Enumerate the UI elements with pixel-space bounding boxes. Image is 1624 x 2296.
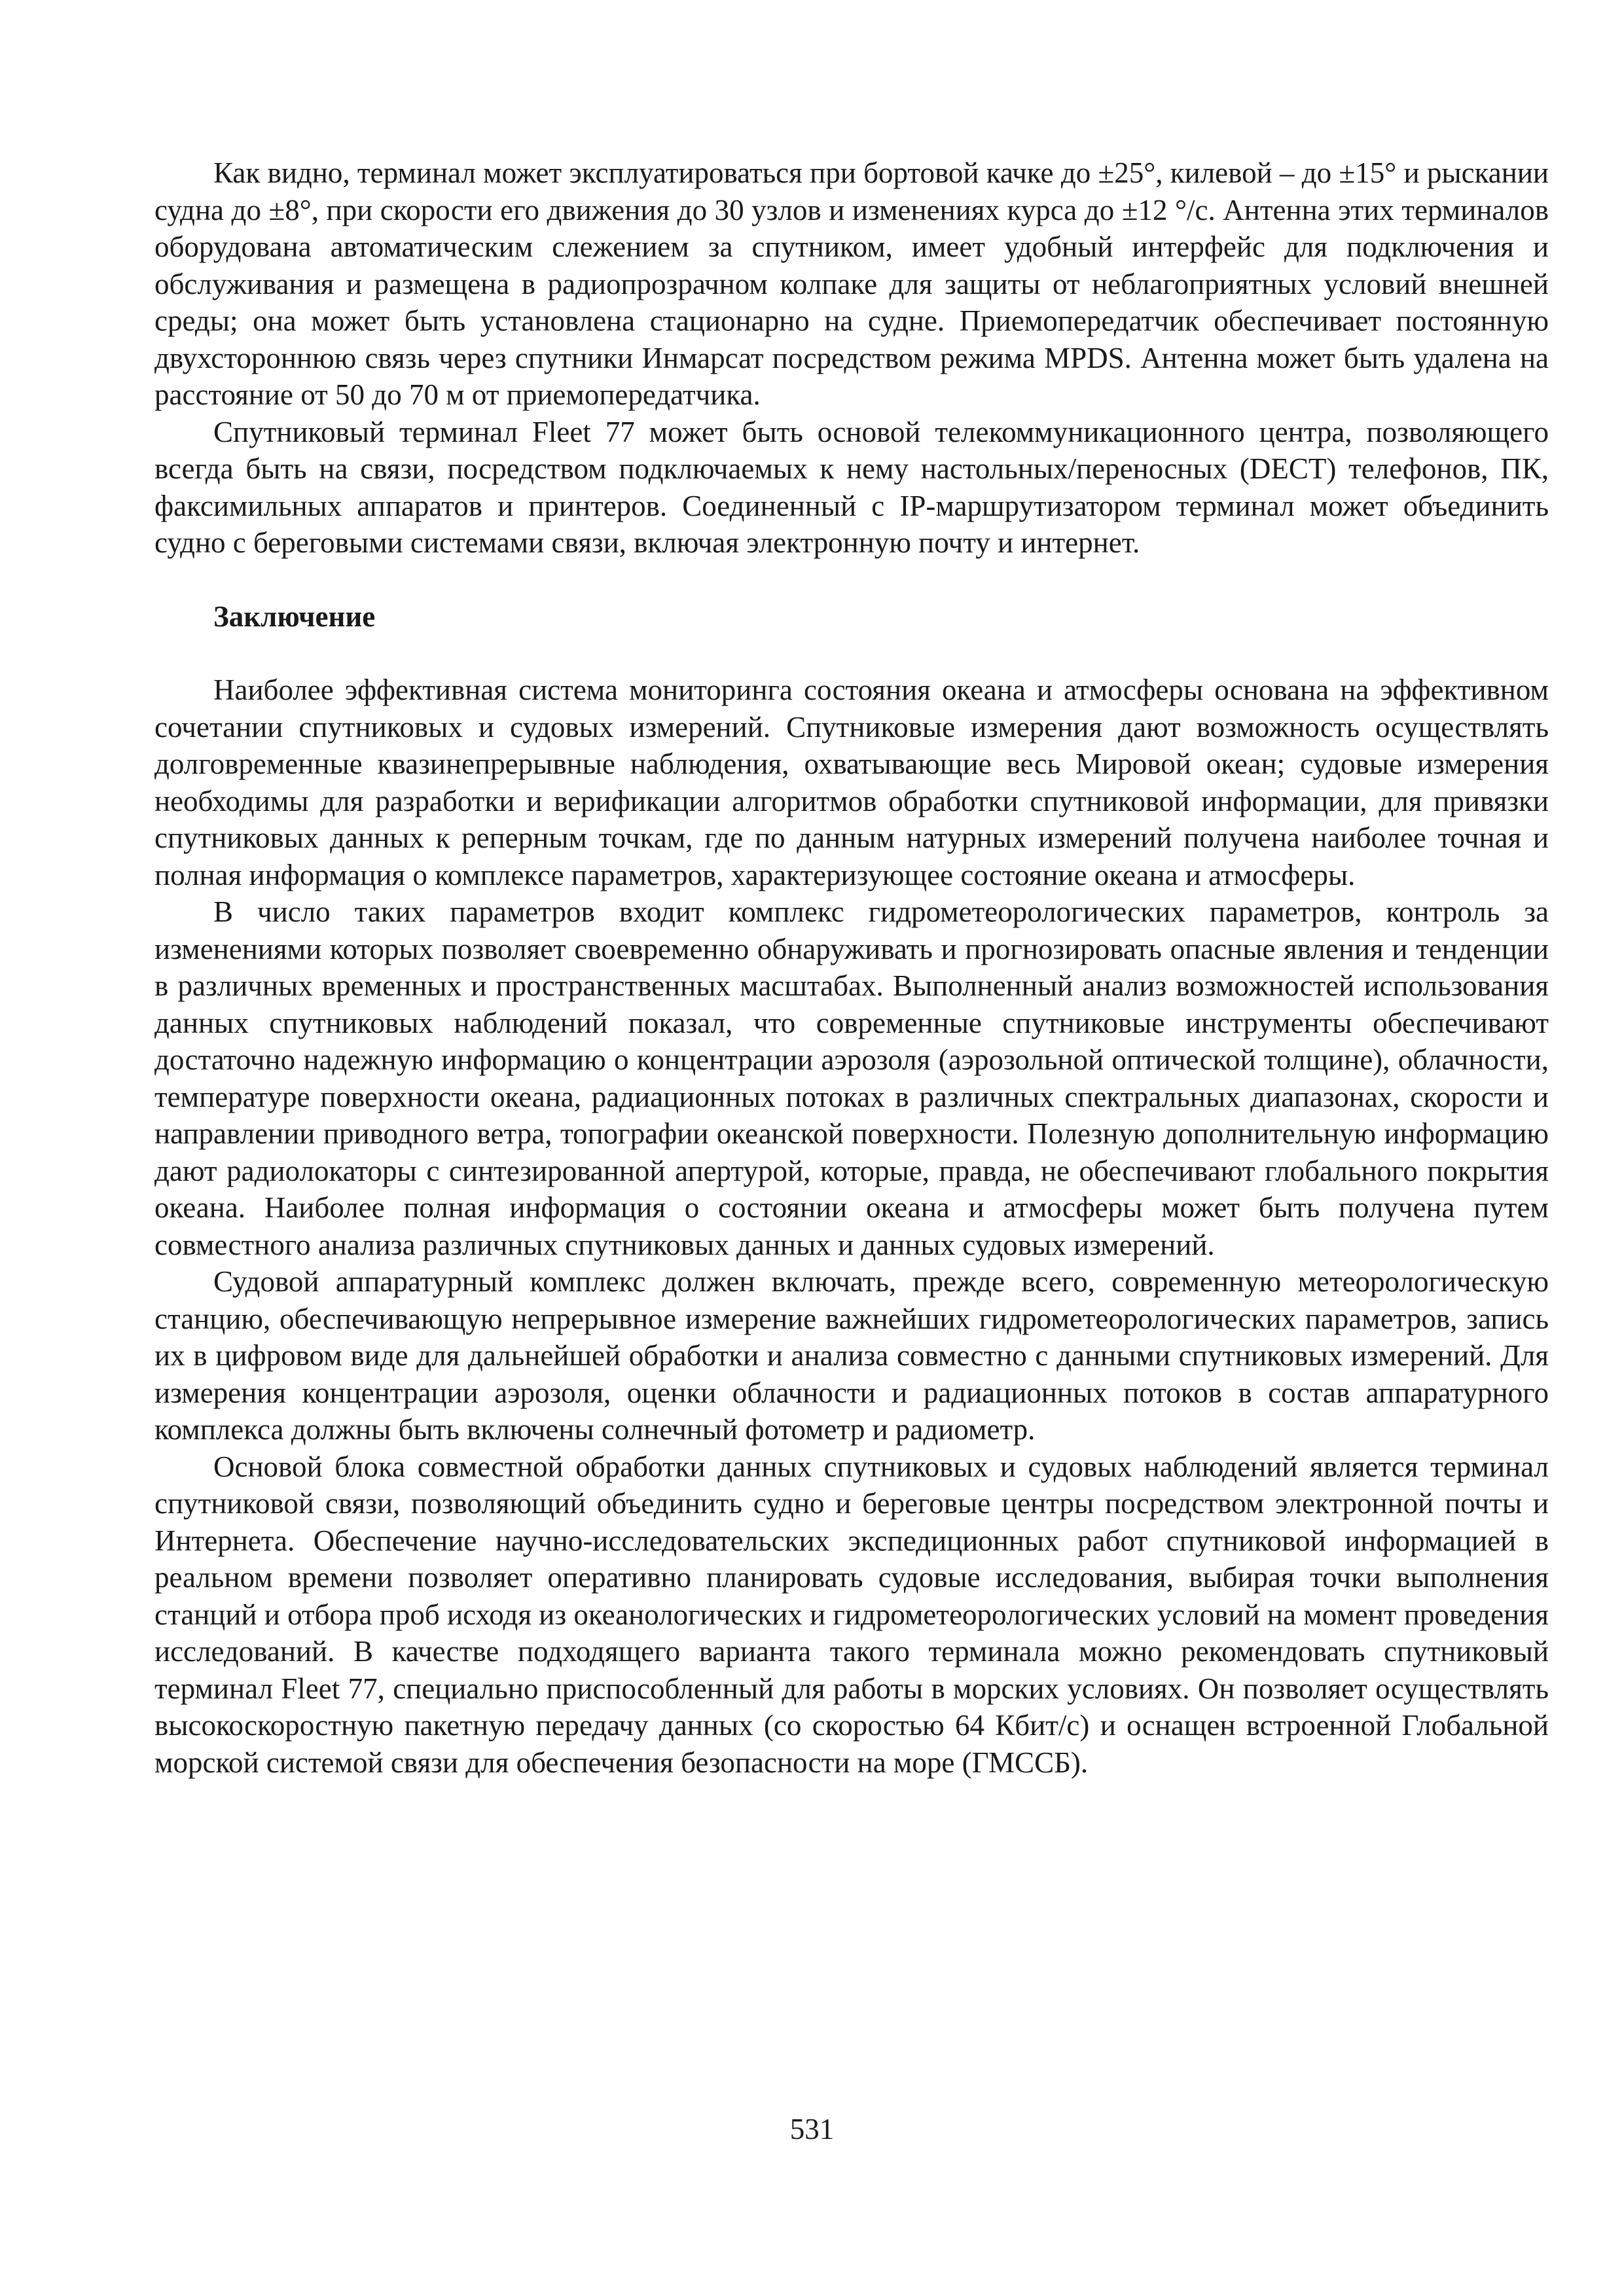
page-number: 531 [789,2113,835,2145]
spacer [154,562,1549,598]
document-page [154,154,1549,1781]
spacer [154,635,1549,672]
conclusion-paragraph-1: Наиболее эффективная система мониторинга состояния океана и атмосферы основана на эффективном сочетании спутниковых и судовых измерений. Спутниковые измерения дают возможность осуществлять долговременные квазинепрерывные наблюдения, охватывающие весь Мировой океан; судовые измерения необходимы для разработки и верификации алгоритмов обработки спутниковой информации, для привязки спутниковых данных к реперным точкам, где по данным натурных измерений получена наиболее точная и полная информация о комплексе параметров, характеризующее состояние океана и атмосферы. [154,673,1549,891]
body-paragraph-1: Как видно, терминал может эксплуатироваться при бортовой качке до ±25°, килевой – до ±15° и рыскании судна до ±8°, при скорости его движения до 30 узлов и изменениях курса до ±12 °/с. Антенна этих терминалов оборудована автоматическим слежением за спутником, имеет удобный интерфейс для подключения и обслуживания и размещена в радиопрозрачном колпаке для защиты от неблагоприятных условий внешней среды; она может быть установлена стационарно на судне. Приемопередатчик обеспечивает постоянную двухстороннюю связь через спутники Инмарсат посредством режима MPDS. Антенна может быть удалена на расстояние от 50 до 70 м от приемопередатчика. [154,156,1549,411]
conclusion-paragraph-3: Судовой аппаратурный комплекс должен включать, прежде всего, современную метеорологическую станцию, обеспечивающую непрерывное измерение важнейших гидрометеорологических параметров, запись их в цифровом виде для дальнейшей обработки и анализа совместно с данными спутниковых измерений. Для измерения концентрации аэрозоля, оценки облачности и радиационных потоков в состав аппаратурного комплекса должны быть включены солнечный фотометр и радиометр. [154,1265,1549,1446]
conclusion-paragraph-2: В число таких параметров входит комплекс гидрометеорологических параметров, контроль за изменениями которых позволяет своевременно обнаруживать и прогнозировать опасные явления и тенденции в различных временных и пространственных масштабах. Выполненный анализ возможностей использования данных спутниковых наблюдений показал, что современные спутниковые инструменты обеспечивают достаточно надежную информацию о концентрации аэрозоля (аэрозольной оптической толщине), облачности, температуре поверхности океана, радиационных потоках в различных спектральных диапазонах, скорости и направлении приводного ветра, топографии океанской поверхности. Полезную дополнительную информацию дают радиолокаторы с синтезированной апертурой, которые, правда, не обеспечивают глобального покрытия океана. Наиболее полная информация о состоянии океана и атмосферы может быть получена путем совместного анализа различных спутниковых данных и данных судовых измерений. [154,895,1549,1261]
section-heading: Заключение [213,600,376,633]
conclusion-paragraph-4: Основой блока совместной обработки данных спутниковых и судовых наблюдений является терминал спутниковой связи, позволяющий объединить судно и береговые центры посредством электронной почты и Интернета. Обеспечение научно-исследовательских экспедиционных работ спутниковой информацией в реальном времени позволяет оперативно планировать судовые исследования, выбирая точки выполнения станций и отбора проб исходя из океанологических и гидрометеорологических условий на момент проведения исследований. В качестве подходящего варианта такого терминала можно рекомендовать спутниковый терминал Fleet 77, специально приспособленный для работы в морских условиях. Он позволяет осуществлять высокоскоростную пакетную передачу данных (со скоростью 64 Кбит/с) и оснащен встроенной Глобальной морской системой связи для обеспечения безопасности на море (ГМССБ). [154,1450,1549,1779]
body-paragraph-2: Спутниковый терминал Fleet 77 может быть основой телекоммуникационного центра, позволяющего всегда быть на связи, посредством подключаемых к нему настольных/переносных (DECT) телефонов, ПК, факсимильных аппаратов и принтеров. Соединенный с IP-маршрутизатором терминал может объединить судно с береговыми системами связи, включая электронную почту и интернет. [154,415,1549,559]
